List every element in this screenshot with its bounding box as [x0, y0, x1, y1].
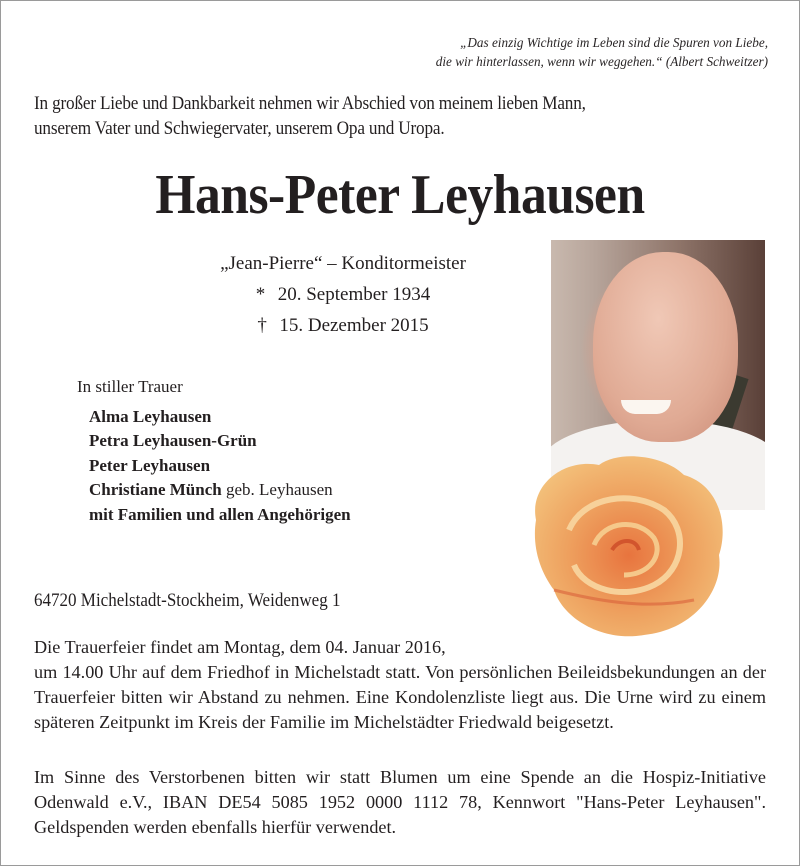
mourner-item: mit Familien und allen Angehörigen [89, 504, 351, 524]
mourner-item: Alma Leyhausen [89, 407, 212, 426]
intro-text [34, 92, 586, 142]
quote-line-1: „Das einzig Wichtige im Leben sind die Spuren von Liebe, [460, 35, 768, 50]
intro-line-1: In großer Liebe und Dankbarkeit nehmen wir Abschied von meinem lieben Mann, [34, 94, 586, 114]
epigraph-quote [436, 33, 768, 71]
mourner-item: Peter Leyhausen [89, 455, 211, 475]
mourners-label: In stiller Trauer [77, 377, 183, 396]
death-cross-icon: † [257, 315, 267, 336]
rose-image [524, 450, 734, 640]
donation-info [34, 765, 766, 840]
quote-line-2: die wir hinterlassen, wenn wir weggehen.“ (Albert Schweitzer) [435, 54, 768, 69]
ceremony-body: um 14.00 Uhr auf dem Friedhof in Michelstadt statt. Von persönlichen Beileidsbekundungen an der Trauerfeier bitten wir Abstand zu nehmen. Eine Kondolenzliste liegt aus. Die Urne wird zu einem späteren Zeitpunkt im Kreis der Familie im Michelstädter Friedwald beigesetzt. [34, 662, 766, 732]
mourner-item: Petra Leyhausen-Grün [89, 431, 257, 451]
death-line [140, 310, 546, 341]
intro-line-2: unserem Vater und Schwiegervater, unserem Opa und Uropa. [34, 119, 445, 139]
nickname-profession: „Jean-Pierre“ – Konditormeister [220, 253, 466, 274]
mourners-list [89, 405, 351, 527]
birth-date: 20. September 1934 [277, 284, 431, 305]
address: 64720 Michelstadt-Stockheim, Weidenweg 1 [34, 591, 341, 611]
deceased-name: Hans-Peter Leyhausen [155, 164, 645, 226]
ceremony-info [34, 635, 766, 735]
birth-line [140, 279, 546, 310]
ceremony-line-1: Die Trauerfeier findet am Montag, dem 04. Januar 2016, [34, 637, 446, 657]
donation-text: Im Sinne des Verstorbenen bitten wir statt Blumen um eine Spende an die Hospiz-Initiative Odenwald e.V., IBAN DE54 5085 1952 0000 1112 78, Kennwort "Hans-Peter Leyhausen". Geldspenden werden ebenfalls hierfür verwendet. [34, 767, 766, 837]
death-date: 15. Dezember 2015 [279, 315, 429, 336]
birth-star-icon: * [255, 284, 266, 305]
deceased-details [140, 248, 546, 341]
mourner-item: Christiane Münch geb. Leyhausen [89, 480, 333, 500]
